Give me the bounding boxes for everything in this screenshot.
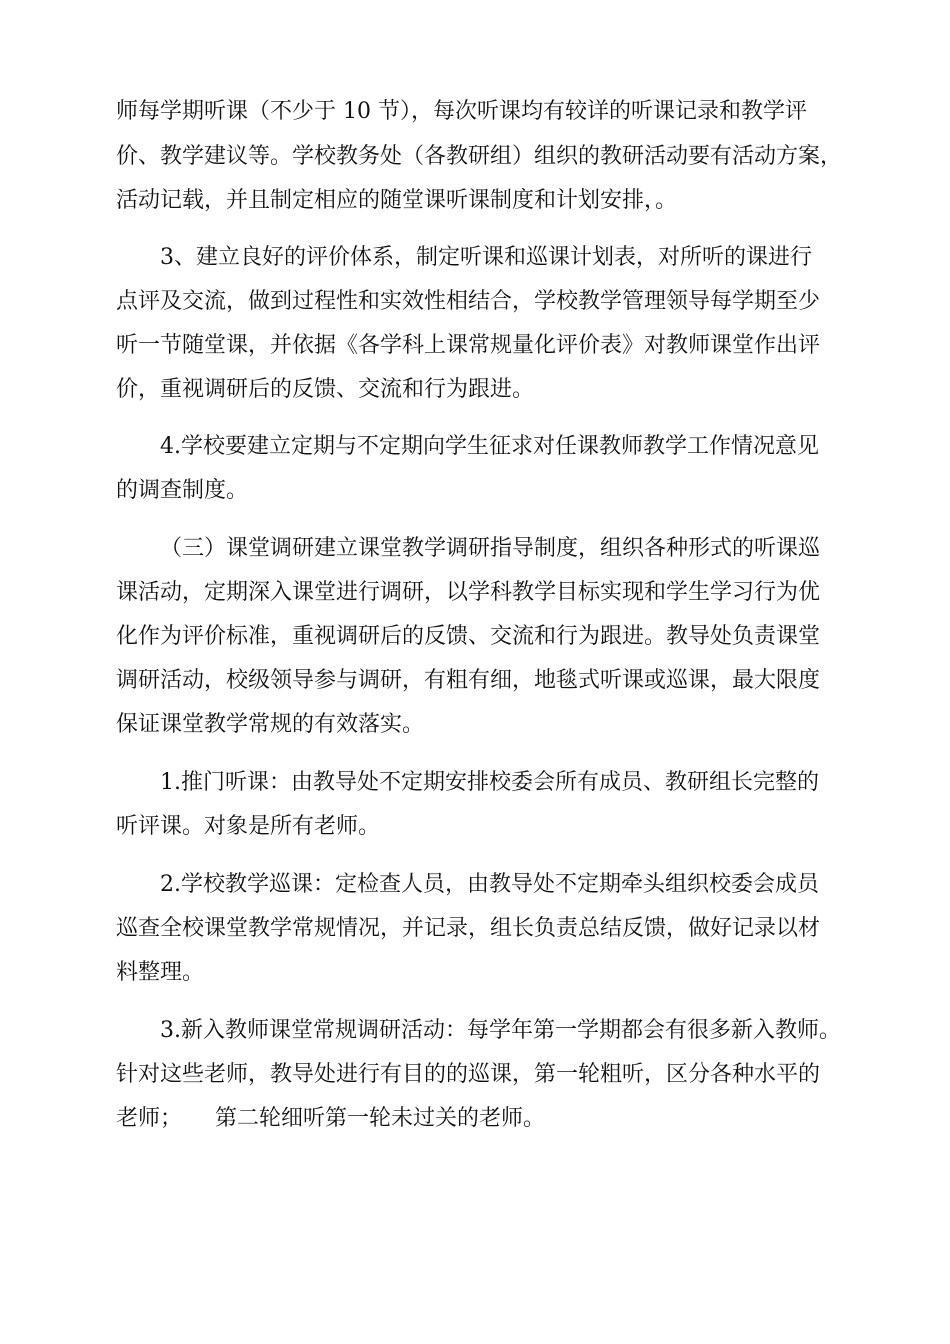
text-line: 保证课堂教学常规的有效落实。 bbox=[116, 712, 425, 737]
text-line: 2.学校教学巡课：定检查人员，由教导处不定期牵头组织校委会成员 bbox=[160, 872, 819, 897]
text-line: 3.新入教师课堂常规调研活动：每学年第一学期都会有很多新入教师。 bbox=[160, 1018, 841, 1043]
text-line: 活动记载，并且制定相应的随堂课听课制度和计划安排，。 bbox=[116, 188, 678, 213]
text-line: 1.推门听课：由教导处不定期安排校委会所有成员、教研组长完整的 bbox=[160, 770, 819, 795]
text-line: 调研活动，校级领导参与调研，有粗有细，地毯式听课或巡课，最大限度 bbox=[116, 668, 821, 693]
text-line: 价，重视调研后的反馈、交流和行为跟进。 bbox=[116, 377, 535, 402]
text-line: 化作为评价标准，重视调研后的反馈、交流和行为跟进。教导处负责课堂 bbox=[116, 624, 821, 649]
text-line: 听一节随堂课，并依据《各学科上课常规量化评价表》对教师课堂作出评 bbox=[116, 333, 821, 358]
text-line: 师每学期听课（不少于 10 节），每次听课均有较详的听课记录和教学评 bbox=[116, 99, 807, 124]
text-line: 价、教学建议等。学校教务处（各教研组）组织的教研活动要有活动方案， bbox=[116, 144, 843, 169]
text-line: （三）课堂调研建立课堂教学调研指导制度，组织各种形式的听课巡 bbox=[160, 536, 821, 561]
text-line: 巡查全校课堂教学常规情况，并记录，组长负责总结反馈，做好记录以材 bbox=[116, 916, 821, 941]
text-line: 料整理。 bbox=[116, 960, 205, 985]
text-line: 课活动，定期深入课堂进行调研，以学科教学目标实现和学生学习行为优 bbox=[116, 580, 821, 605]
text-line: 点评及交流，做到过程性和实效性相结合，学校教学管理领导每学期至少 bbox=[116, 289, 821, 314]
text-line: 4.学校要建立定期与不定期向学生征求对任课教师教学工作情况意见 bbox=[160, 434, 819, 459]
text-line: 听评课。对象是所有老师。 bbox=[116, 814, 381, 839]
text-line: 老师； 第二轮细听第一轮未过关的老师。 bbox=[116, 1106, 546, 1131]
text-line: 的调查制度。 bbox=[116, 478, 249, 503]
text-line: 针对这些老师，教导处进行有目的的巡课，第一轮粗听，区分各种水平的 bbox=[116, 1062, 821, 1087]
text-line: 3、建立良好的评价体系，制定听课和巡课计划表，对所听的课进行 bbox=[160, 245, 812, 270]
